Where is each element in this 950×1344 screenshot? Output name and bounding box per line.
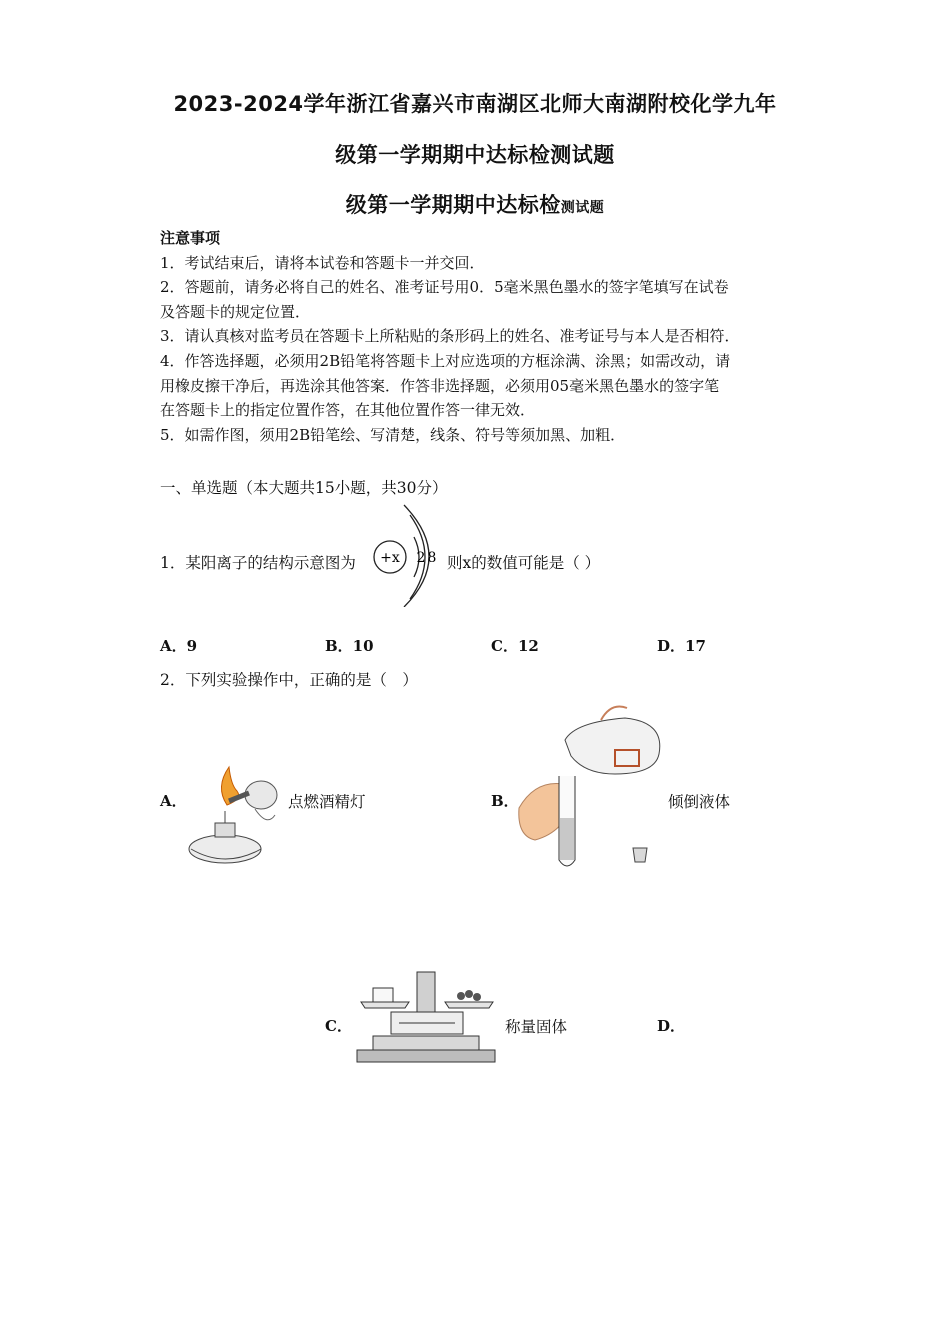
q2-option-b-letter: B． xyxy=(491,792,519,810)
notes-item: 1．考试结束后，请将本试卷和答题卡一并交回． xyxy=(160,253,485,272)
q1-stem-prefix: 1．某阳离子的结构示意图为 xyxy=(160,554,356,572)
notes-item: 及答题卡的规定位置． xyxy=(160,302,311,321)
nucleus-label: +x xyxy=(380,550,400,566)
q2-option-a-caption: 点燃酒精灯 xyxy=(288,793,366,811)
q2-option-b-caption: 倾倒液体 xyxy=(668,793,731,811)
q1-option-a: A．9 xyxy=(160,637,198,655)
alcohol-lamp-illustration xyxy=(185,765,285,870)
doc-title-line3-main: 级第一学期期中达标检 xyxy=(345,193,561,217)
doc-title-line3-small: 测试题 xyxy=(560,200,605,216)
q1-option-c: C．12 xyxy=(491,637,539,655)
pour-liquid-illustration xyxy=(515,700,665,872)
doc-title-line2: 级第一学期期中达标检测试题 xyxy=(335,143,615,167)
q1-option-d: D．17 xyxy=(657,637,706,655)
q1-stem-suffix: 则x的数值可能是（ ） xyxy=(447,554,601,572)
shell1-count: 2 xyxy=(416,550,426,566)
notes-item: 2．答题前，请务必将自己的姓名、准考证号用0．5毫米黑色墨水的签字笔填写在试卷 xyxy=(160,278,729,297)
doc-title-line3 xyxy=(0,189,950,219)
q2-option-d-letter: D． xyxy=(657,1017,686,1035)
q2-option-c-caption: 称量固体 xyxy=(505,1018,568,1036)
notes-heading: 注意事项 xyxy=(160,229,221,247)
shell2-count: 8 xyxy=(427,550,437,566)
doc-title-line1: 2023-2024学年浙江省嘉兴市南湖区北师大南湖附校化学九年 xyxy=(173,92,777,116)
notes-item: 3．请认真核对监考员在答题卡上所粘贴的条形码上的姓名、准考证号与本人是否相符． xyxy=(160,327,740,346)
ion-structure-diagram xyxy=(368,503,440,607)
q2-option-c-letter: C． xyxy=(325,1017,352,1035)
balance-scale-illustration xyxy=(355,968,497,1064)
notes-block xyxy=(160,226,810,447)
notes-item: 5．如需作图，须用2B铅笔绘、写清楚，线条、符号等须加黑、加粗． xyxy=(160,425,626,444)
notes-item: 用橡皮擦干净后，再选涂其他答案．作答非选择题，必须用05毫米黑色墨水的签字笔 xyxy=(160,376,720,395)
section-heading: 一、单选题（本大题共15小题，共30分） xyxy=(160,479,448,497)
q2-stem: 2．下列实验操作中，正确的是（ ） xyxy=(160,671,418,689)
notes-item: 4．作答选择题，必须用2B铅笔将答题卡上对应选项的方框涂满、涂黑；如需改动，请 xyxy=(160,351,731,370)
q1-option-b: B．10 xyxy=(325,637,374,655)
q2-option-a-letter: A． xyxy=(160,792,187,810)
notes-item: 在答题卡上的指定位置作答，在其他位置作答一律无效． xyxy=(160,401,536,420)
